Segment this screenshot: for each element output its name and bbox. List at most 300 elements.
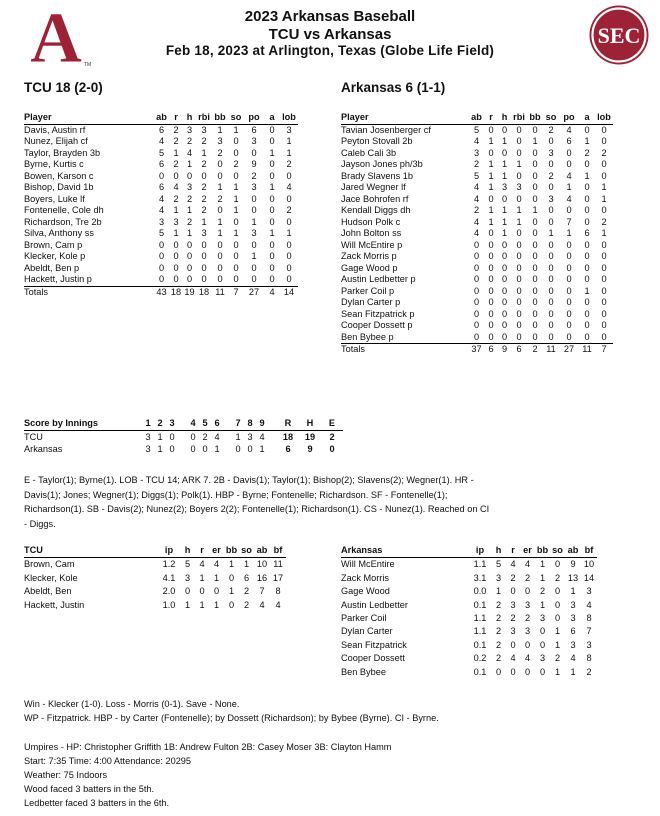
stat-cell: 0 xyxy=(217,159,223,169)
player-row xyxy=(24,228,298,240)
stat-cell: 0 xyxy=(601,159,607,169)
stat-cell: 0 xyxy=(584,205,590,215)
stat-cell: 0 xyxy=(548,274,554,284)
stat-cell: 0 xyxy=(501,124,508,135)
stat-cell: 1 xyxy=(199,572,205,583)
stat-cell: 2 xyxy=(539,586,546,597)
stat-cell: 0 xyxy=(158,251,165,261)
player-name: Bishop, David 1b xyxy=(24,182,94,192)
stat-cell: 9 xyxy=(570,559,576,570)
inning-runs: 0 xyxy=(247,444,253,454)
stat-cell: 0 xyxy=(173,170,179,181)
trademark-mark: TM xyxy=(84,62,92,68)
stat-cell: 3 xyxy=(510,599,516,610)
stat-cell: 1 xyxy=(186,228,193,238)
stat-cell: 2 xyxy=(173,136,179,146)
decisions-line: Win - Klecker (1-0). Loss - Morris (0-1). Save - None. xyxy=(24,699,240,709)
pitcher-row xyxy=(24,558,286,572)
stat-cell: 1 xyxy=(201,216,207,227)
stat-cell: 4 xyxy=(473,136,480,146)
stat-cell: 0 xyxy=(554,599,561,610)
player-row xyxy=(24,159,298,171)
stat-cell: 0 xyxy=(532,320,538,330)
stat-cell: 1 xyxy=(233,124,239,135)
start-time: Start: 7:35 Time: 4:00 Attendance: 20295 xyxy=(24,756,192,766)
player-row xyxy=(341,297,613,309)
stat-cell: 1 xyxy=(213,572,220,583)
inning-header: 3 xyxy=(166,417,178,430)
stat-cell: 0 xyxy=(269,170,275,181)
stat-cell: 1 xyxy=(286,228,292,238)
player-name: Parker Coil p xyxy=(341,285,395,296)
player-row xyxy=(341,217,613,229)
stat-cell: 2 xyxy=(243,586,250,597)
stat-cell: 1 xyxy=(601,193,607,204)
stat-cell: 0 xyxy=(532,170,538,181)
stat-cell: 2 xyxy=(201,136,207,146)
stat-cell: 1 xyxy=(217,124,223,135)
stat-cell: 1 xyxy=(570,586,576,597)
column-header: po xyxy=(559,112,579,124)
stat-cell: 0 xyxy=(543,332,559,344)
stat-cell: 2 xyxy=(201,159,207,169)
stat-cell: 0 xyxy=(554,559,561,570)
stat-cell: 0 xyxy=(212,274,228,286)
player-row xyxy=(24,240,298,252)
pitcher-row xyxy=(24,585,286,598)
column-header: ab xyxy=(565,544,581,558)
stat-cell: 0 xyxy=(516,320,522,330)
stat-cell: 4 xyxy=(473,193,480,204)
stat-cell: 13 xyxy=(567,572,579,583)
column-header: bf xyxy=(270,544,286,558)
stat-cell: 3 xyxy=(510,626,516,637)
stat-cell: 4 xyxy=(570,653,576,664)
stat-cell: 3 xyxy=(570,613,576,624)
stat-cell: 0 xyxy=(264,274,280,286)
stat-cell: 0 xyxy=(532,147,538,158)
stat-cell: 1 xyxy=(488,182,494,192)
player-name: Hudson Polk c xyxy=(341,216,401,227)
stat-cell: 3 xyxy=(158,216,165,227)
stat-cell: 0 xyxy=(516,136,522,146)
totals-cell: 11 xyxy=(215,286,225,297)
inning-gap xyxy=(268,443,277,456)
stat-cell: 0 xyxy=(269,262,275,273)
stat-cell: 2 xyxy=(186,216,193,227)
stat-cell: 0 xyxy=(584,262,590,273)
stat-cell: 0 xyxy=(548,308,554,319)
totals-cell: 7 xyxy=(601,344,607,354)
stat-cell: 0 xyxy=(584,124,590,135)
pitcher-row xyxy=(341,639,597,652)
pitcher-row xyxy=(341,558,597,572)
column-header: so xyxy=(543,112,559,124)
inning-runs: 0 xyxy=(190,431,196,442)
stat-cell: 0 xyxy=(183,274,196,286)
column-header: h xyxy=(180,544,195,558)
pitcher-row xyxy=(341,612,597,625)
player-name: Hackett, Justin p xyxy=(24,274,154,286)
stat-cell: 1 xyxy=(173,205,179,215)
stat-cell: 0 xyxy=(601,262,607,273)
stat-cell: 5 xyxy=(158,228,165,238)
batting-header-row xyxy=(341,112,613,124)
stat-cell: 1 xyxy=(516,205,522,215)
stat-cell: 0 xyxy=(233,147,239,158)
player-row xyxy=(341,171,613,183)
stat-cell: 0 xyxy=(566,239,572,250)
totals-cell: 27 xyxy=(563,344,575,354)
stat-cell: 2 xyxy=(601,216,607,227)
stat-cell: 0 xyxy=(217,239,223,250)
stat-cell: 0 xyxy=(501,251,508,261)
stat-cell: 3 xyxy=(186,124,193,135)
stat-cell: 0 xyxy=(516,285,522,296)
stat-cell: 0 xyxy=(501,274,508,284)
stat-cell: 0 xyxy=(498,332,511,344)
stat-cell: 1 xyxy=(233,182,239,192)
stat-cell: 4 xyxy=(524,653,531,664)
stat-cell: 0 xyxy=(158,262,165,273)
stat-cell: 0 xyxy=(201,239,207,250)
stat-cell: 1.1 xyxy=(473,613,487,624)
stat-cell: 1 xyxy=(217,228,223,238)
stat-cell: 4 xyxy=(473,216,480,227)
stat-cell: 0 xyxy=(532,228,538,238)
stat-cell: 0.1 xyxy=(473,639,487,650)
player-name: Abeldt, Ben p xyxy=(24,262,80,273)
player-name: Jared Wegner lf xyxy=(341,182,406,192)
stat-cell: 1 xyxy=(213,599,220,610)
column-header: h xyxy=(183,112,196,124)
stat-cell: 3 xyxy=(251,228,257,238)
stat-cell: 0 xyxy=(516,308,522,319)
stat-cell: 1 xyxy=(228,559,235,570)
stat-cell: 0 xyxy=(516,251,522,261)
player-row xyxy=(341,240,613,252)
stat-cell: 0 xyxy=(158,239,165,250)
stat-cell: 4 xyxy=(173,182,179,192)
stat-cell: 0 xyxy=(516,274,522,284)
stat-cell: 0 xyxy=(501,239,508,250)
stat-cell: 0 xyxy=(548,182,554,192)
stat-cell: 3 xyxy=(586,639,592,650)
inning-header: 2 xyxy=(154,417,166,430)
stat-cell: 1 xyxy=(173,228,179,238)
stat-cell: 4 xyxy=(473,182,480,192)
column-header: bf xyxy=(581,544,597,558)
player-name: Caleb Cali 3b xyxy=(341,147,397,158)
player-name: Zack Morris p xyxy=(341,251,397,261)
pitcher-name: Brown, Cam xyxy=(24,559,75,570)
linescore-team: TCU xyxy=(24,431,43,442)
inning-gap xyxy=(268,417,277,430)
stat-cell: 0 xyxy=(566,297,572,307)
stat-cell: 0 xyxy=(233,216,239,227)
stat-cell: 1 xyxy=(228,586,235,597)
player-name: Peyton Stovall 2b xyxy=(341,136,413,146)
stat-cell: 0 xyxy=(566,308,572,319)
stat-cell: 1 xyxy=(233,205,239,215)
stat-cell: 14 xyxy=(583,572,595,583)
inning-runs: 0 xyxy=(169,431,175,442)
stat-cell: 0 xyxy=(548,205,554,215)
stat-cell: 0 xyxy=(532,216,538,227)
stat-cell: 4 xyxy=(158,193,165,204)
stat-cell: 1 xyxy=(488,159,494,169)
column-header: a xyxy=(579,112,595,124)
stat-cell: 1.2 xyxy=(162,559,176,570)
stat-cell: 2 xyxy=(548,124,554,135)
ark-pitching-table xyxy=(341,544,597,679)
stat-cell: 2 xyxy=(524,613,531,624)
stat-cell: 0 xyxy=(511,332,527,344)
rhe-value: 6 xyxy=(285,444,291,454)
stat-cell: 6 xyxy=(158,159,165,169)
stat-cell: 1 xyxy=(233,228,239,238)
column-header: so xyxy=(228,112,244,124)
tcu-pitching-table xyxy=(24,544,286,612)
stat-cell: 1 xyxy=(554,626,561,637)
stat-cell: 0 xyxy=(228,572,235,583)
stat-cell: 0 xyxy=(473,239,480,250)
stat-cell: 6 xyxy=(566,136,572,146)
stat-cell: 0 xyxy=(532,297,538,307)
stat-cell: 3 xyxy=(286,124,292,135)
inning-runs: 3 xyxy=(145,444,151,454)
totals-cell: 6 xyxy=(488,344,494,354)
stat-cell: 0 xyxy=(488,308,494,319)
stat-cell: 1 xyxy=(488,216,494,227)
stat-cell: 4 xyxy=(158,136,165,146)
player-row xyxy=(341,148,613,160)
player-name: Boyers, Luke lf xyxy=(24,193,85,204)
stat-cell: 0 xyxy=(473,285,480,296)
stat-cell: 0 xyxy=(584,251,590,261)
column-header: r xyxy=(195,544,209,558)
player-row xyxy=(24,263,298,275)
stat-cell: 3 xyxy=(184,572,191,583)
stat-cell: 0 xyxy=(233,136,239,146)
stat-cell: 0 xyxy=(532,285,538,296)
column-header: bb xyxy=(212,112,228,124)
stat-cell: 0 xyxy=(548,285,554,296)
stat-cell: 4 xyxy=(566,124,572,135)
stat-cell: 0 xyxy=(488,297,494,307)
stat-cell: 0 xyxy=(524,639,531,650)
stat-cell: 2.0 xyxy=(162,586,176,597)
pitcher-row xyxy=(24,572,286,585)
stat-cell: 0.1 xyxy=(473,599,487,610)
stat-cell: 0 xyxy=(286,251,292,261)
stat-cell: 2 xyxy=(548,170,554,181)
stat-cell: 0 xyxy=(469,332,484,344)
stat-cell: 3 xyxy=(495,572,502,583)
stat-cell: 0 xyxy=(595,332,613,344)
sec-logo-text: SEC xyxy=(597,23,641,48)
stat-cell: 1.1 xyxy=(473,559,487,570)
stat-cell: 1 xyxy=(186,205,193,215)
totals-cell: 7 xyxy=(233,286,239,297)
player-row xyxy=(341,286,613,298)
stat-cell: 0 xyxy=(601,274,607,284)
rhe-header: E xyxy=(321,417,343,430)
stat-cell: 0 xyxy=(566,285,572,296)
stat-cell: 0 xyxy=(516,228,522,238)
stat-cell: 0 xyxy=(584,297,590,307)
stat-cell: 0 xyxy=(217,262,223,273)
player-name: John Bolton ss xyxy=(341,228,402,238)
stat-cell: 0 xyxy=(601,136,607,146)
stat-cell: 0 xyxy=(488,251,494,261)
stat-cell: 0 xyxy=(532,182,538,192)
stat-cell: 1 xyxy=(184,599,191,610)
stat-cell: 10 xyxy=(256,559,268,570)
player-row xyxy=(341,182,613,194)
stat-cell: 5 xyxy=(158,147,165,158)
stat-cell: 2 xyxy=(495,639,502,650)
stat-cell: 0 xyxy=(516,297,522,307)
stat-cell: 0 xyxy=(269,124,275,135)
player-name: Sean Fitzpatrick p xyxy=(341,308,415,319)
inning-header: 6 xyxy=(211,417,223,430)
stat-cell: 0 xyxy=(217,170,223,181)
stat-cell: 0 xyxy=(516,239,522,250)
stat-cell: 1 xyxy=(501,205,508,215)
stat-cell: 0 xyxy=(566,251,572,261)
stat-cell: 8 xyxy=(586,653,592,664)
stat-cell: 0 xyxy=(233,262,239,273)
stat-cell: 0 xyxy=(566,320,572,330)
decisions xyxy=(24,697,439,725)
stat-cell: 0 xyxy=(601,320,607,330)
inning-runs: 4 xyxy=(259,431,265,442)
stat-cell: 1 xyxy=(201,147,207,158)
column-header: r xyxy=(484,112,498,124)
stat-cell: 3 xyxy=(501,182,508,192)
stat-cell: 11 xyxy=(273,559,283,570)
totals-cell: 11 xyxy=(546,344,556,354)
stat-cell: 6 xyxy=(243,572,250,583)
totals-cell: 37 xyxy=(471,344,482,354)
column-header: rbi xyxy=(511,112,527,124)
pitcher-row xyxy=(341,599,597,612)
stat-cell: 0 xyxy=(524,666,531,677)
stat-cell: 0 xyxy=(510,639,516,650)
stat-cell: 2 xyxy=(495,599,502,610)
player-row xyxy=(24,136,298,148)
stat-cell: 2 xyxy=(584,147,590,158)
player-row xyxy=(24,148,298,160)
stat-cell: 0 xyxy=(269,136,275,146)
pitcher-row xyxy=(341,625,597,638)
stat-cell: 3 xyxy=(251,136,257,146)
stat-cell: 0 xyxy=(566,274,572,284)
stat-cell: 1 xyxy=(495,586,502,597)
rhe-value: 18 xyxy=(282,431,294,442)
stat-cell: 0 xyxy=(488,285,494,296)
stat-cell: 0 xyxy=(501,262,508,273)
stat-cell: 0 xyxy=(584,308,590,319)
stat-cell: 0 xyxy=(501,285,508,296)
stat-cell: 0 xyxy=(532,124,538,135)
stat-cell: 0 xyxy=(217,251,223,261)
stat-cell: 0 xyxy=(501,147,508,158)
stat-cell: 2 xyxy=(217,147,223,158)
stat-cell: 3 xyxy=(586,586,592,597)
stat-cell: 3 xyxy=(201,228,207,238)
totals-cell: 18 xyxy=(198,286,210,297)
totals-label: Totals xyxy=(341,344,365,354)
player-row xyxy=(341,251,613,263)
stat-cell: 3 xyxy=(570,639,576,650)
column-header: so xyxy=(239,544,254,558)
stat-cell: 0 xyxy=(186,170,193,181)
stat-cell: 0 xyxy=(566,262,572,273)
stat-cell: 7 xyxy=(259,586,265,597)
stat-cell: 0 xyxy=(510,666,516,677)
stat-cell: 2 xyxy=(495,613,502,624)
player-name: Davis, Austin rf xyxy=(24,124,86,135)
stat-cell: 1 xyxy=(488,136,494,146)
stat-cell: 0 xyxy=(488,274,494,284)
stat-cell: 0 xyxy=(473,274,480,284)
totals-cell: 27 xyxy=(248,286,260,297)
stat-cell: 0 xyxy=(548,297,554,307)
pitching-team-title: TCU xyxy=(24,544,158,558)
stat-cell: 0 xyxy=(186,239,193,250)
stat-cell: 0 xyxy=(488,228,494,238)
stat-cell: 0 xyxy=(473,308,480,319)
player-name: Kendall Diggs dh xyxy=(341,205,411,215)
stat-cell: 1 xyxy=(286,136,292,146)
report-title: 2023 Arkansas Baseball xyxy=(244,8,416,25)
stat-cell: 4 xyxy=(566,193,572,204)
stat-cell: 0 xyxy=(532,251,538,261)
stat-cell: 0 xyxy=(584,182,590,192)
stat-cell: 4 xyxy=(186,147,193,158)
stat-cell: 4 xyxy=(259,599,265,610)
player-row xyxy=(24,251,298,263)
column-header: ab xyxy=(254,544,270,558)
stat-cell: 0 xyxy=(548,216,554,227)
stat-cell: 3 xyxy=(539,613,546,624)
player-name: Cooper Dossett p xyxy=(341,320,413,330)
stat-cell: 0 xyxy=(251,147,257,158)
stat-cell: 0 xyxy=(559,332,579,344)
inning-gap xyxy=(268,430,277,443)
inning-gap xyxy=(178,417,187,430)
stat-cell: 0 xyxy=(269,251,275,261)
stat-cell: 2 xyxy=(524,572,531,583)
stat-cell: 0 xyxy=(548,262,554,273)
stat-cell: 0.2 xyxy=(473,653,487,664)
player-name: Jayson Jones ph/3b xyxy=(341,159,423,169)
stat-cell: 0 xyxy=(186,251,193,261)
stat-cell: 4 xyxy=(286,182,292,192)
stat-cell: 1 xyxy=(488,170,494,181)
stat-cell: 0 xyxy=(584,320,590,330)
stat-cell: 0 xyxy=(488,147,494,158)
inning-gap xyxy=(223,430,232,443)
stat-cell: 0 xyxy=(601,205,607,215)
stat-cell: 6 xyxy=(584,228,590,238)
stat-cell: 2 xyxy=(510,572,516,583)
stat-cell: 0 xyxy=(601,239,607,250)
stat-cell: 0 xyxy=(516,193,522,204)
notes-line: E - Taylor(1); Byrne(1). LOB - TCU 14; ARK 7. 2B - Davis(1); Taylor(1); Bishop(2); Slavens(2); Wegner(1). HR - xyxy=(24,475,474,485)
